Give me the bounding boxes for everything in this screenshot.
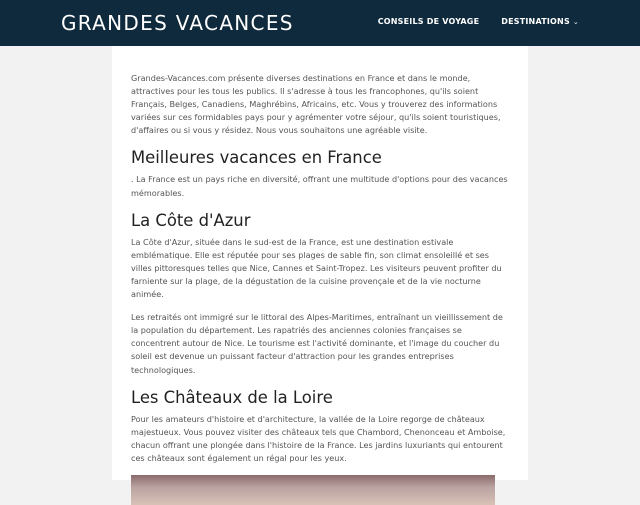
main-nav: [378, 17, 579, 26]
site-logo[interactable]: GRANDES VACANCES: [61, 11, 294, 35]
site-header: [0, 0, 640, 46]
main-content: [112, 46, 528, 480]
nav-destinations[interactable]: [501, 17, 579, 26]
chevron-down-icon: ⌄: [572, 17, 579, 26]
nav-conseils-de-voyage[interactable]: [378, 17, 480, 26]
section-paragraph: La Côte d'Azur, située dans le sud-est de la France, est une destination estivale emblématique. Elle est réputée pour ses plages de sable fin, son climat ensoleillé et ses villes pittoresques telles que Nice, Cannes et Saint-Tropez. Les visiteurs peuvent profiter du farniente sur la plage, de la dégustation de la cuisine provençale et de la vie nocturne animée.: [131, 236, 502, 300]
section-heading: Meilleures vacances en France: [131, 148, 382, 168]
chateau-image: [131, 475, 495, 505]
section-paragraph: Pour les amateurs d'histoire et d'architecture, la vallée de la Loire regorge de châteaux majestueux. Vous pouvez visiter des châteaux tels que Chambord, Chenonceau et Amboise, chacun offrant une plongée dans l'histoire de la France. Les jardins luxuriants qui entourent ces châteaux sont également un régal pour les yeux.: [131, 413, 506, 463]
nav-label: CONSEILS DE VOYAGE: [377, 17, 480, 26]
section-heading: Les Châteaux de la Loire: [131, 387, 333, 407]
article: [131, 72, 511, 505]
section-paragraph: Les retraités ont immigré sur le littoral des Alpes-Maritimes, entraînant un vieillissement de la population du département. Les rapatriés des anciennes colonies françaises se concentrent autour de Nice. Le tourisme est l'activité dominante, et l'image du coucher du soleil est devenue un puissant facteur d'attraction pour les grandes entreprises technologiques.: [131, 312, 503, 375]
section-paragraph: . La France est un pays riche en diversité, offrant une multitude d'options pour des vacances mémorables.: [131, 174, 508, 198]
nav-label: DESTINATIONS: [501, 17, 570, 26]
intro-paragraph: Grandes-Vacances.com présente diverses destinations en France et dans le monde, attractives pour les tous les publics. Il s'adresse à tous les francophones, qu'ils soient Français, Belges, Canadiens, Maghrébins, Africains, etc. Vous y trouverez des informations variées sur ces formidables pays pour y agrémenter votre séjour, qu'ils soient touristiques, d'affaires ou si vous y résidez. Nous vous souhaitons une agréable visite.: [131, 73, 501, 136]
section-heading: La Côte d'Azur: [131, 210, 251, 230]
